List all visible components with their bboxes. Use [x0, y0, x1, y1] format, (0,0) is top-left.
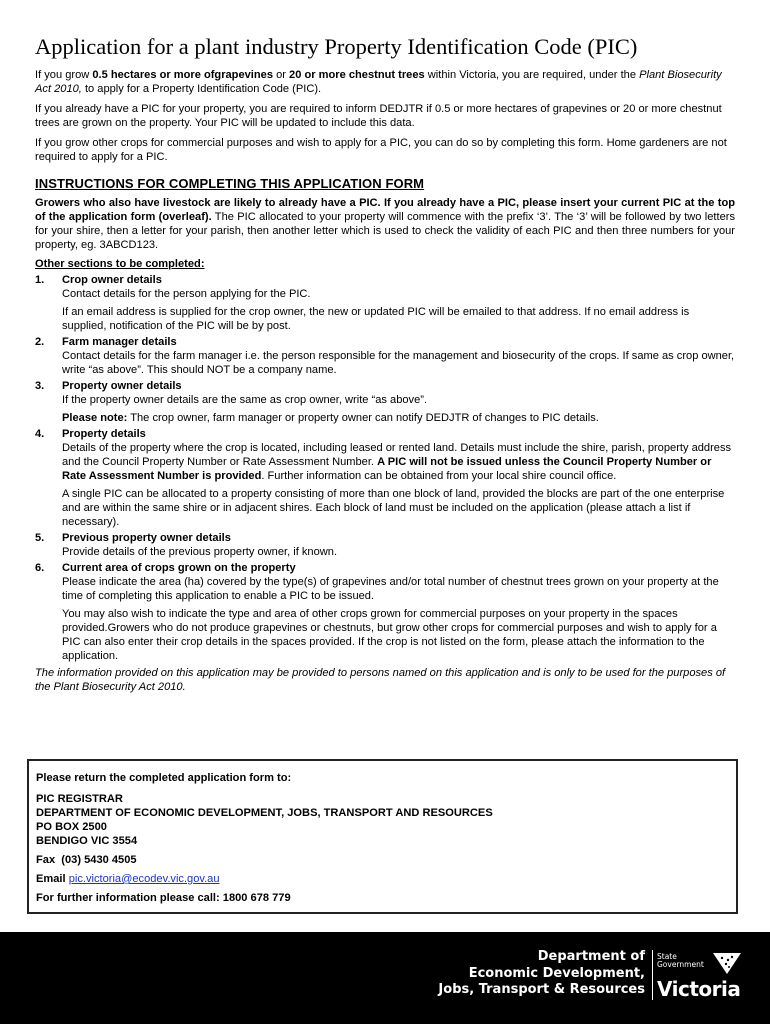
return-po-box: PO BOX 2500	[36, 821, 107, 833]
return-email: Email pic.victoria@ecodev.vic.gov.au	[36, 873, 220, 885]
section-farm-manager: 2. Farm manager details Contact details for the farm manager i.e. the person responsible for the management and biosecurity of the crops. If same as crop owner, write “as above”. This should NOT be a company name.	[35, 336, 735, 376]
intro-paragraph-2: If you already have a PIC for your property, you are required to inform DEDJTR if 0.5 or more hectares of grapevines or 20 or more chestnut trees are grown on the property. Your PIC will be updated to include this data.	[35, 103, 722, 129]
other-sections-heading: Other sections to be completed:	[35, 258, 205, 270]
footer-bar	[0, 932, 770, 1024]
section-property-owner: 3. Property owner details If the property owner details are the same as crop owner, write “as above”. Please note: The crop owner, farm manager or property owner can notify DEDJTR of changes to PIC details.	[35, 379, 735, 425]
return-heading: Please return the completed application form to:	[36, 772, 292, 784]
page-title: Application for a plant industry Property Identification Code (PIC)	[35, 34, 638, 59]
return-address-box	[27, 759, 738, 914]
email-link[interactable]: pic.victoria@ecodev.vic.gov.au	[68, 873, 220, 885]
section-current-crops: 6. Current area of crops grown on the property Please indicate the area (ha) covered by the type(s) of grapevines and/or total number of chestnut trees grown on your property at the time of completing this application to enable a PIC to be issued. You may also wish to indicate the type and area of other crops grown for commercial purposes on your property in the spaces provided.Growers who do not produce grapevines or chestnuts, but grow other crops for commercial purposes and wish to apply for a PIC can also enter their crop details in the spaces provided. If the crop is not listed on the form, please attach the information to the application.	[35, 562, 719, 662]
intro-paragraph-1: If you grow 0.5 hectares or more ofgrapevines or 20 or more chestnut trees within Victoria, you are required, under the Plant Biosecurity Act 2010, to apply for a Property Identification Code (PIC).	[35, 69, 722, 95]
privacy-statement: The information provided on this application may be provided to persons named on this application and is only to be used for the purposes of the Plant Biosecurity Act 2010.	[35, 667, 726, 693]
instructions-paragraph: Growers who also have livestock are likely to already have a PIC. If you already have a PIC, please insert your current PIC at the top of the application form (overleaf). The PIC allocated to your property will commence with the prefix ‘3’. The ‘3’ will be followed by two letters for your shire, then a letter for your parish, then another letter which is used to check the validity of each PIC and then three numbers for your property, eg. 3ABCD123.	[35, 197, 735, 251]
return-phone: For further information please call: 1800 678 779	[36, 892, 291, 904]
instructions-heading: INSTRUCTIONS FOR COMPLETING THIS APPLICATION FORM	[35, 176, 425, 191]
victoria-map-icon	[712, 950, 742, 976]
department-name: Department of Economic Development, Jobs, Transport & Resources	[438, 949, 645, 997]
section-crop-owner: 1. Crop owner details Contact details for the person applying for the PIC. If an email address is supplied for the crop owner, the new or updated PIC will be emailed to that address. If no email address is supplied, notification of the PIC will be by post.	[35, 274, 690, 332]
footer-divider	[652, 950, 653, 1000]
document-page	[35, 34, 735, 694]
return-registrar: PIC REGISTRAR	[36, 793, 123, 805]
return-fax: Fax (03) 5430 4505	[36, 854, 137, 866]
intro-section	[35, 68, 735, 164]
property-owner-note: Please note: The crop owner, farm manager or property owner can notify DEDJTR of changes to PIC details.	[62, 412, 599, 424]
victoria-government-logo: State Government Victoria	[657, 952, 741, 1001]
section-property-details: 4. Property details Details of the property where the crop is located, including leased or rented land. Details must include the shire, parish, property address and the Council Property Number or Rate Assessment Number. A PIC will not be issued unless the Council Property Number or Rate Assessment Number is provided. Further information can be obtained from your local shire council office. A single PIC can be allocated to a property consisting of more than one block of land, provided the blocks are part of the one enterprise and are within the same shire or in adjacent shires. Each block of land must be included on the application (please attach a list if necessary).	[35, 428, 732, 528]
return-department: DEPARTMENT OF ECONOMIC DEVELOPMENT, JOBS, TRANSPORT AND RESOURCES	[36, 807, 493, 819]
section-previous-owner: 5. Previous property owner details Provide details of the previous property owner, if known.	[35, 532, 338, 558]
return-city: BENDIGO VIC 3554	[36, 835, 138, 847]
intro-paragraph-3: If you grow other crops for commercial purposes and wish to apply for a PIC, you can do so by completing this form. Home gardeners are not required to apply for a PIC.	[35, 137, 727, 163]
